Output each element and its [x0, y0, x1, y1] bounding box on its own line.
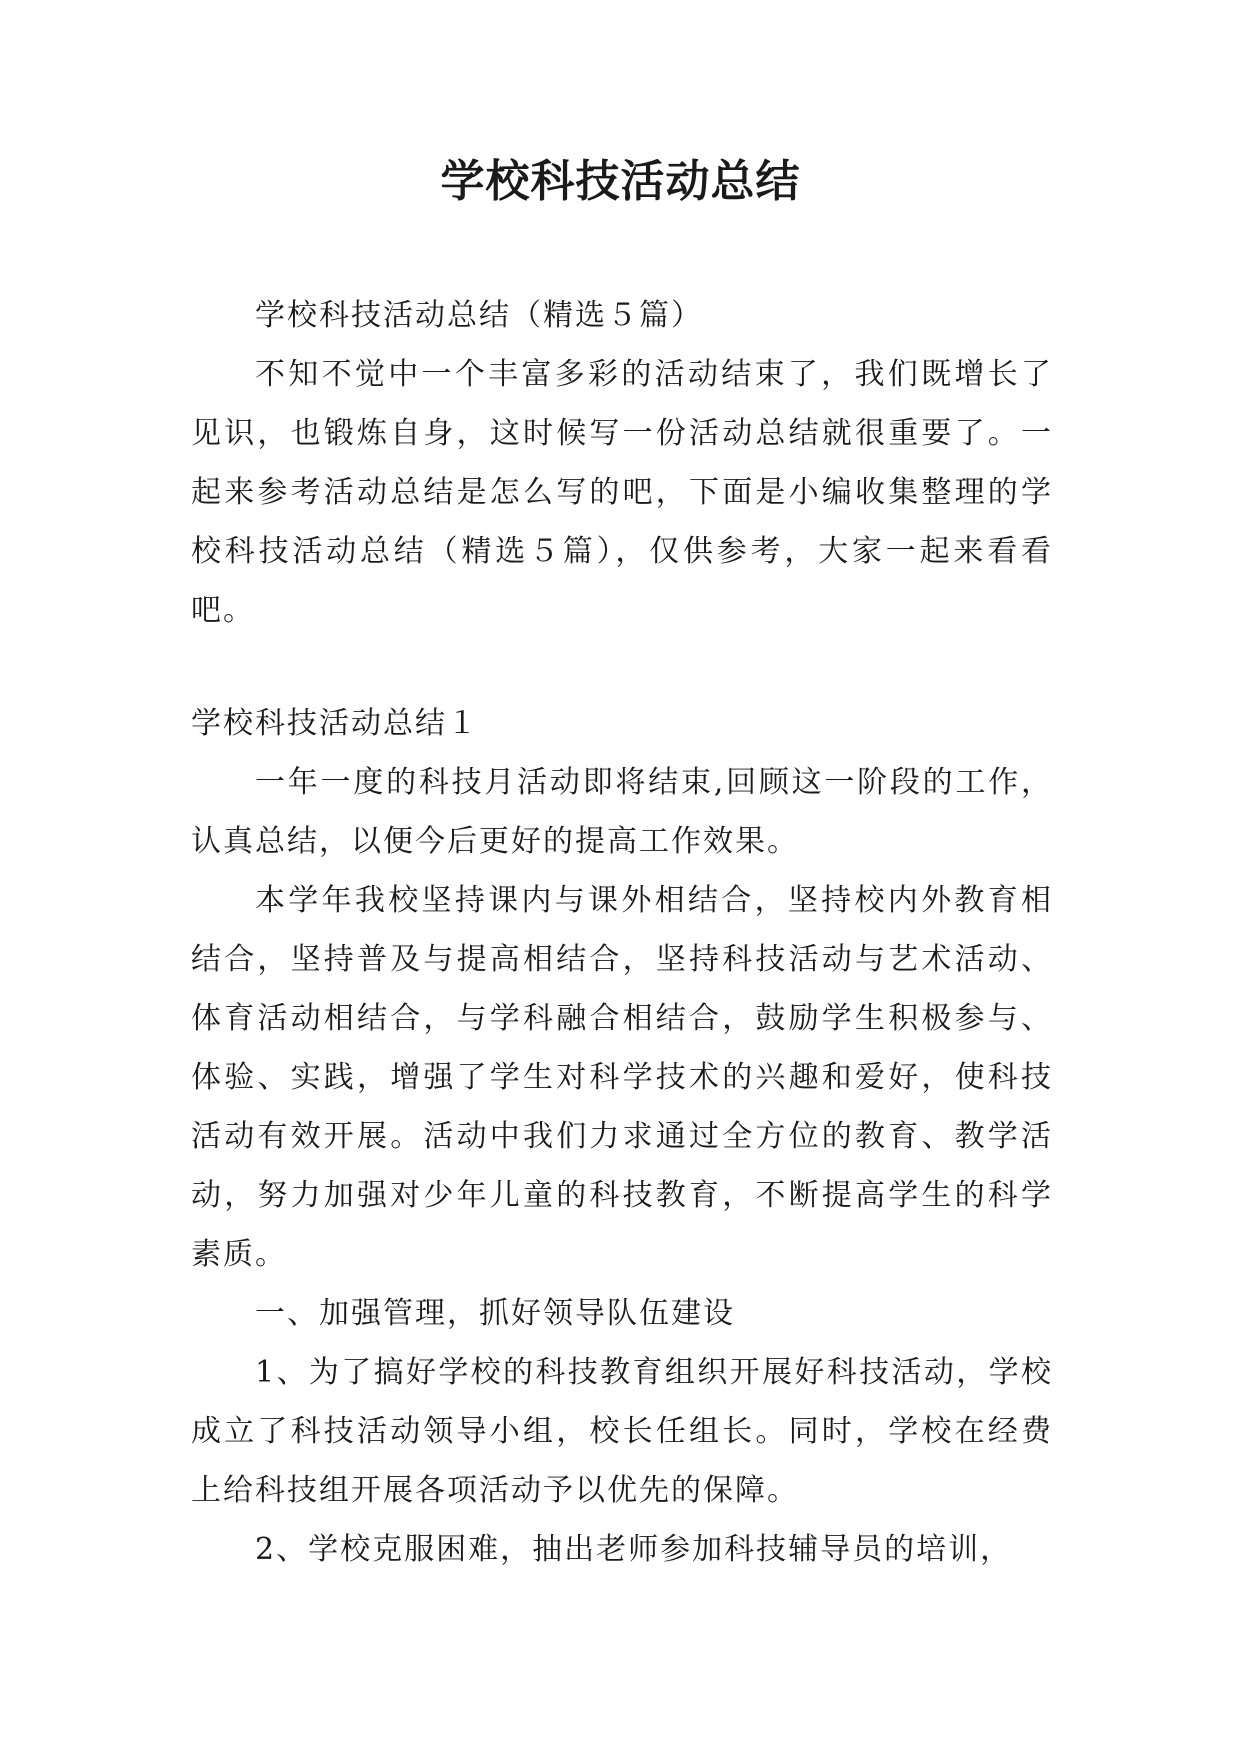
- section-heading: 学校科技活动总结１: [191, 706, 479, 741]
- document-title: 学校科技活动总结: [440, 156, 801, 207]
- intro-paragraph: 不知不觉中一个丰富多彩的活动结束了，我们既增长了见识，也锻炼自身，这时候写一份活动总结就很重要了。一起来参考活动总结是怎么写的吧，下面是小编收集整理的学校科技活动总结（精选５篇），仅供参考，大家一起来看看吧。: [191, 357, 1053, 628]
- body-paragraph: 2、学校克服困难，抽出老师参加科技辅导员的培训，: [255, 1532, 1013, 1567]
- document-body: [191, 286, 1053, 1579]
- document-subtitle: 学校科技活动总结（精选５篇）: [255, 298, 703, 333]
- subsection-heading: 一、加强管理，抓好领导队伍建设: [255, 1296, 735, 1331]
- body-paragraph: 1、为了搞好学校的科技教育组织开展好科技活动，学校成立了科技活动领导小组，校长任组长。同时，学校在经费上给科技组开展各项活动予以优先的保障。: [191, 1355, 1053, 1508]
- body-paragraph: 一年一度的科技月活动即将结束,回顾这一阶段的工作，认真总结，以便今后更好的提高工作效果。: [191, 765, 1053, 859]
- body-paragraph: 本学年我校坚持课内与课外相结合，坚持校内外教育相结合，坚持普及与提高相结合，坚持科技活动与艺术活动、体育活动相结合，与学科融合相结合，鼓励学生积极参与、体验、实践，增强了学生对科学技术的兴趣和爱好，使科技活动有效开展。活动中我们力求通过全方位的教育、教学活动，努力加强对少年儿童的科技教育，不断提高学生的科学素质。: [191, 883, 1053, 1272]
